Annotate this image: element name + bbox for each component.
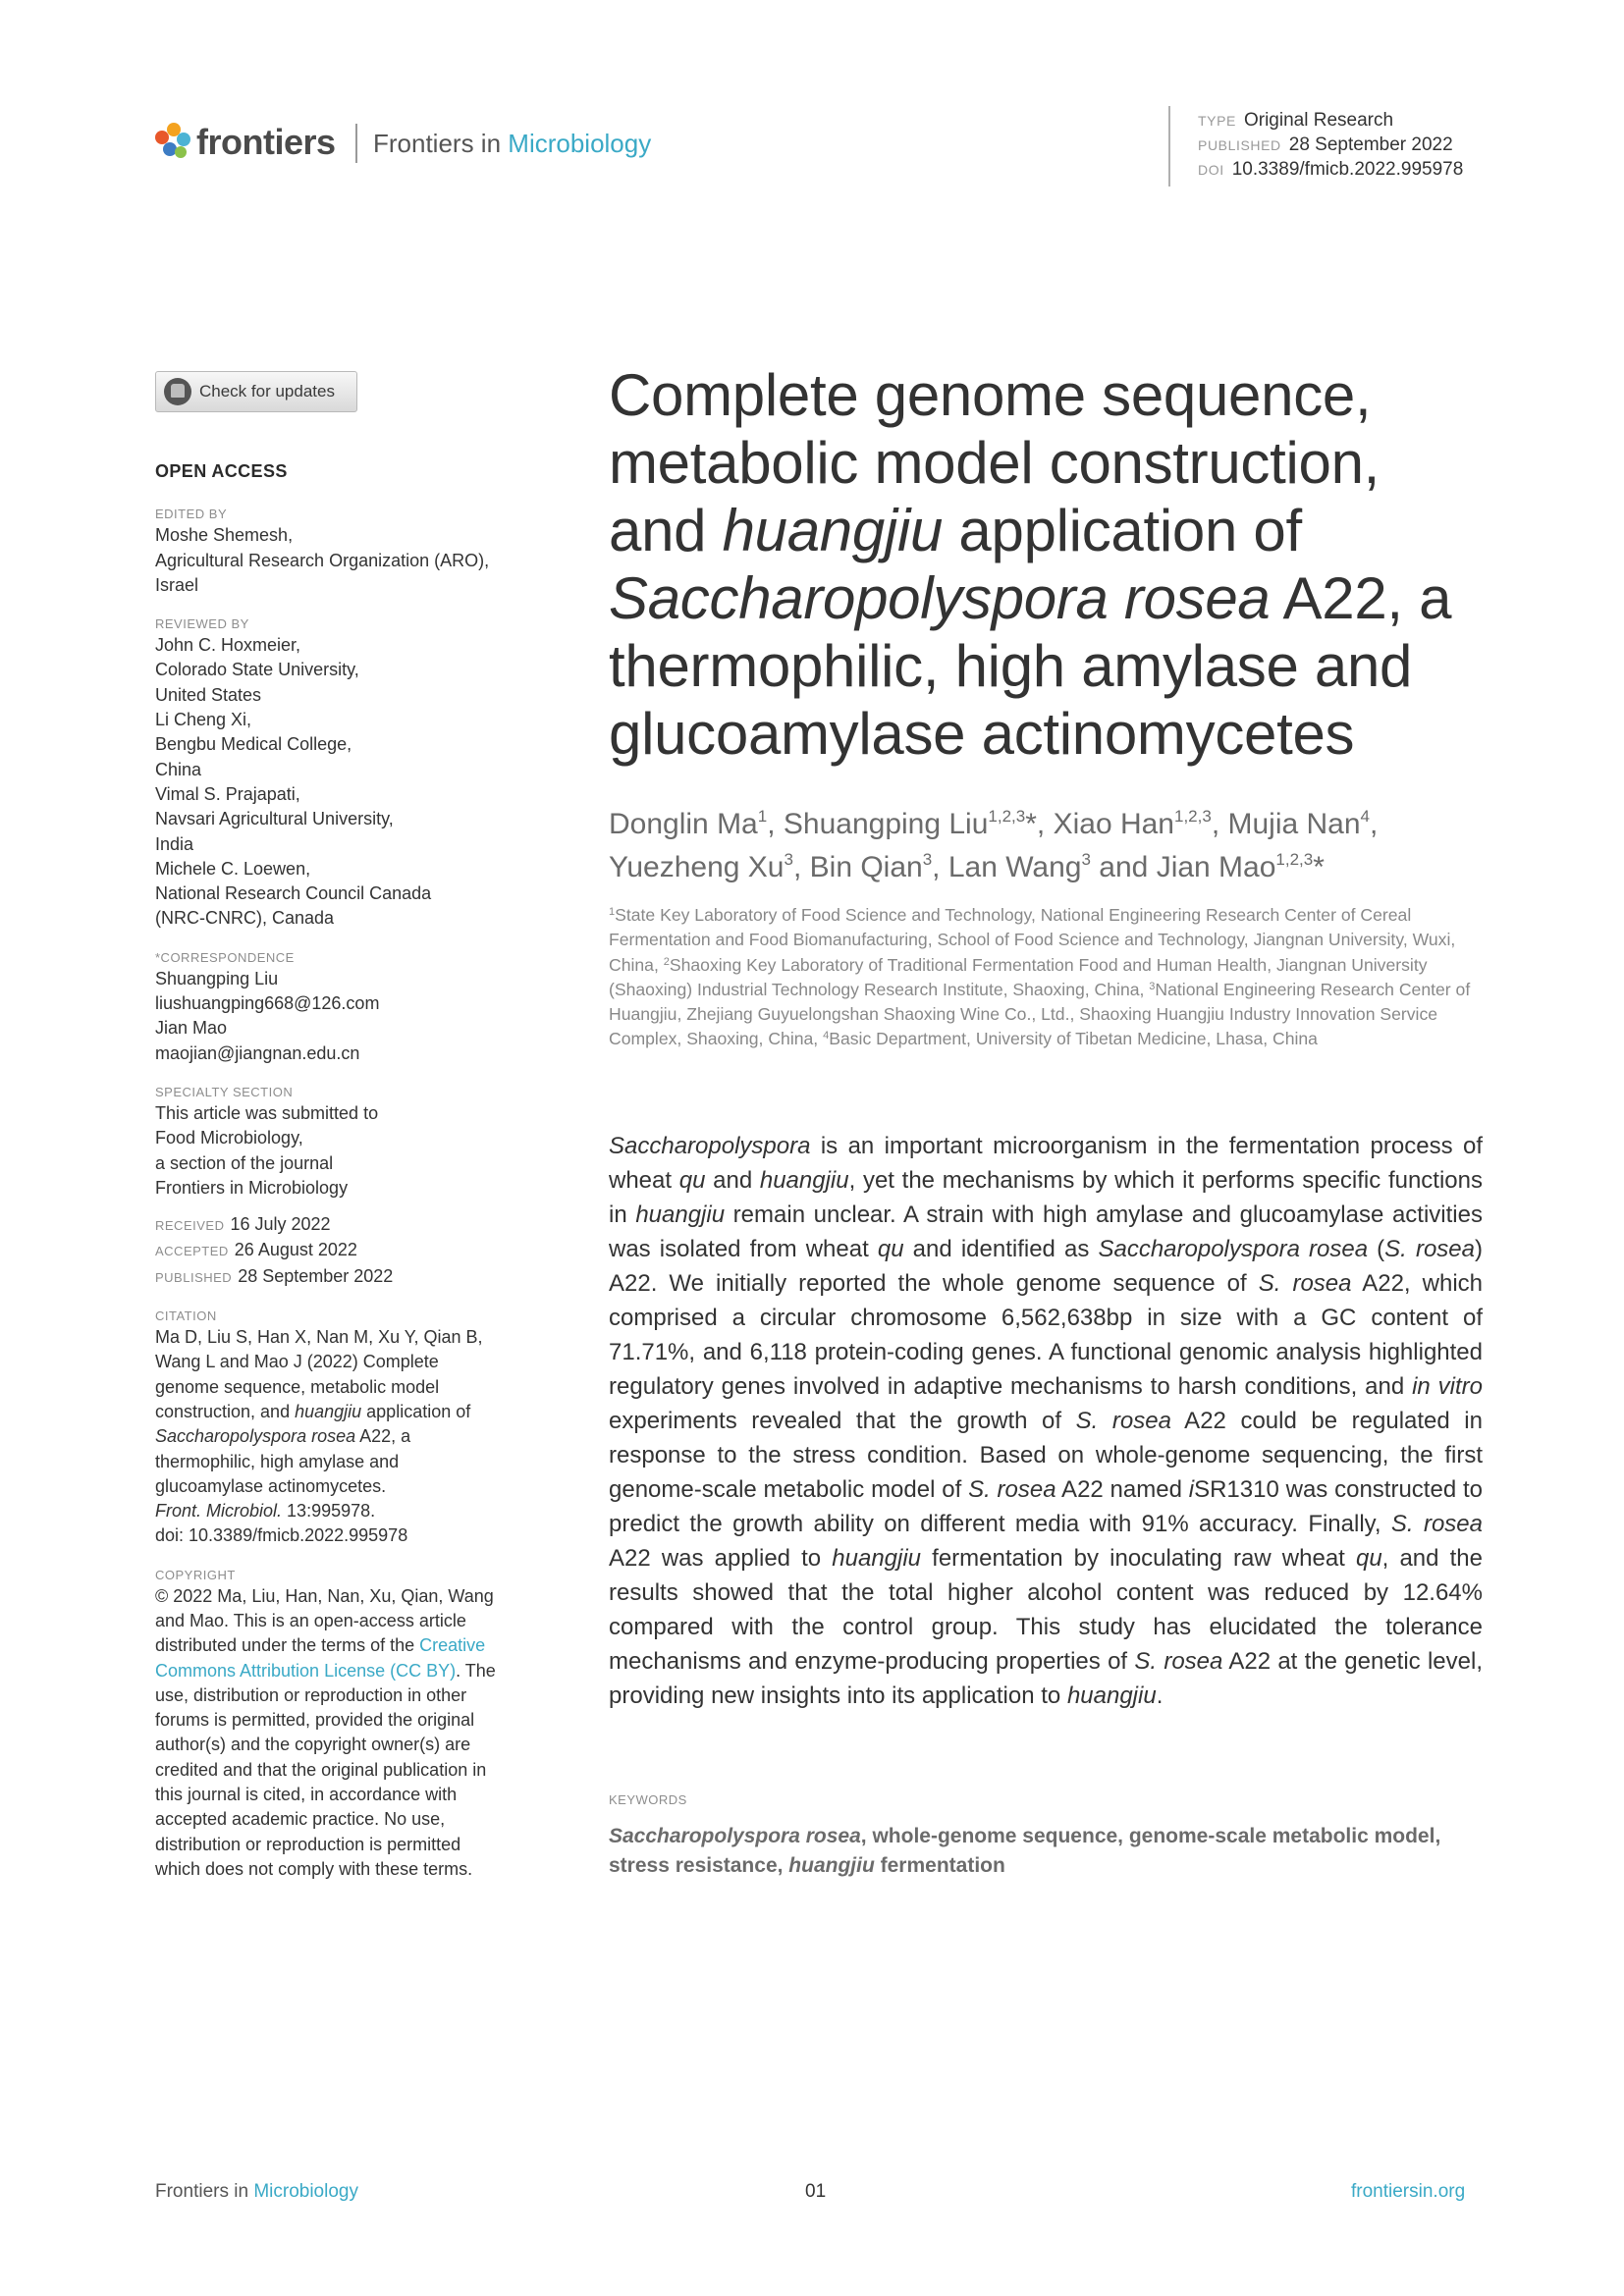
copyright: © 2022 Ma, Liu, Han, Nan, Xu, Qian, Wang and Mao. This is an open-access article distributed under the terms of the Creative Commons Attribution License (CC BY). The use, distribution or reproduction in other forums is permitted, provided the original author(s) and the copyright owner(s) are credited and that the original publication in this journal is cited, in accordance with accepted academic practice. No use, distribution or reproduction is permitted which does not comply with these terms. [155,1585,496,1879]
correspondence-label: *CORRESPONDENCE [155,949,295,965]
affiliations: $^1$State Key Laboratory of Food Science and Technology, National Engineering Research Center of Cereal Fermentation and Food Biomanufacturing, School of Food Science and Technology, Jiangnan University, Wuxi, China, $^2$Shaoxing Key Laboratory of Traditional Fermentation Food and Human Health, Jiangnan University (Shaoxing) Industrial Technology Research Institute, Shaoxing, China, $^3$National Engineering Research Center of Huangjiu, Zhejiang Guyuelongshan Shaoxing Wine Co., Ltd., Shaoxing Huangjiu Industry Innovation Service Complex, Shaoxing, China, $^4$Basic Department, University of Tibetan Medicine, Lhasa, China [609,905,1471,1049]
frontiers-logo-icon [155,123,190,162]
frontiers-logo[interactable] [155,120,336,165]
published-date: PUBLISHED 28 September 2022 [1198,134,1453,155]
doi[interactable]: DOI 10.3389/fmicb.2022.995978 [1198,159,1464,180]
email-link-mao[interactable]: maojian@jiangnan.edu.cn [155,1042,360,1063]
meta-divider [1168,106,1170,187]
abstract: Saccharopolyspora is an important microorganism in the fermentation process of wheat qu and huangjiu, yet the mechanisms by which it performs specific functions in huangjiu remain unclear. A strain with high amylase and glucoamylase activities was isolated from wheat qu and identified as Saccharopolyspora rosea (S. rosea) A22. We initially reported the whole genome sequence of S. rosea A22, which comprised a circular chromosome 6,562,638bp in size with a GC content of 71.71%, and 6,118 protein-coding genes. A functional genomic analysis highlighted regulatory genes involved in adaptive mechanisms to harsh conditions, and in vitro experiments revealed that the growth of S. rosea A22 could be regulated in response to the stress condition. Based on whole-genome sequencing, the first genome-scale metabolic model of S. rosea A22 named iSR1310 was constructed to predict the growth ability on different media with 91% accuracy. Finally, S. rosea A22 was applied to huangjiu fermentation by inoculating raw wheat qu, and the results showed that the total higher alcohol content was reduced by 12.64% compared with the control group. This study has elucidated the tolerance mechanisms and enzyme-producing properties of S. rosea A22 at the genetic level, providing new insights into its application to huangjiu. [609,1133,1483,1709]
reviewed-by-list: John C. Hoxmeier, Colorado State University, United States Li Cheng Xi, Bengbu Medical College, China Vimal S. Prajapati, Navsari Agricultural University, India Michele C. Loewen, National Research Council Canada (NRC-CNRC), Canada [155,635,432,929]
dates: RECEIVED 16 July 2022 ACCEPTED 26 August 2022 PUBLISHED 28 September 2022 [155,1214,394,1286]
email-link-liu[interactable]: liushuangping668@126.com [155,993,380,1014]
check-for-updates-button[interactable] [155,371,357,412]
specialty-section-label: SPECIALTY SECTION [155,1084,294,1099]
page-number: 01 [805,2181,827,2202]
check-for-updates-label: Check for updates [199,382,335,400]
specialty-section: This article was submitted to Food Microbiology, a section of the journal Frontiers in Microbiology [155,1102,379,1198]
header-divider [355,124,357,163]
keywords: Saccharopolyspora rosea, whole-genome sequence, genome-scale metabolic model, stress resistance, huangjiu fermentation [609,1825,1441,1877]
footer-journal[interactable]: Frontiers in Microbiology [155,2181,358,2202]
copyright-label: COPYRIGHT [155,1567,236,1582]
correspondence-list: Shuangping Liu liushuangping668@126.com Jian Mao maojian@jiangnan.edu.cn [155,967,544,1066]
edited-by-list: Moshe Shemesh, Agricultural Research Organization (ARO), Israel [155,525,490,595]
article-type: TYPE Original Research [1198,110,1394,131]
open-access-label: OPEN ACCESS [155,461,288,481]
keywords-label: KEYWORDS [609,1792,687,1807]
article-info-sidebar [155,459,544,1882]
edited-by-label: EDITED BY [155,507,228,522]
citation: Ma D, Liu S, Han X, Nan M, Xu Y, Qian B, Wang L and Mao J (2022) Complete genome sequence, metabolic model construction, and huangjiu application of Saccharopolyspora rosea A22, a thermophilic, high amylase and glucoamylase actinomycetes. Front. Microbiol. 13:995978. doi: 10.3389/fmicb.2022.995978 [155,1327,483,1546]
license-link[interactable]: Creative [419,1635,486,1656]
journal-name[interactable]: Frontiers in Microbiology [373,129,652,158]
footer-site-link[interactable]: frontiersin.org [1351,2181,1466,2202]
article-title: Complete genome sequence, metabolic model construction, and huangjiu application of Saccharopolyspora rosea A22, a thermophilic, high amylase and glucoamylase actinomycetes [609,362,1452,767]
brand-wordmark: frontiers [196,122,336,162]
license-link-cont[interactable]: Commons Attribution License (CC BY) [155,1660,457,1681]
bookmark-icon [164,378,191,405]
reviewed-by-label: REVIEWED BY [155,616,249,632]
author-list: Donglin Ma$^1$, Shuangping Liu$^{1,2,3}$*, Xiao Han$^{1,2,3}$, Mujia Nan$^4$, Yuezheng Xu$^3$, Bin Qian$^3$, Lan Wang$^3$ and Jian Mao$^{1,2,3}$* [609,807,1379,883]
citation-label: CITATION [155,1308,217,1324]
